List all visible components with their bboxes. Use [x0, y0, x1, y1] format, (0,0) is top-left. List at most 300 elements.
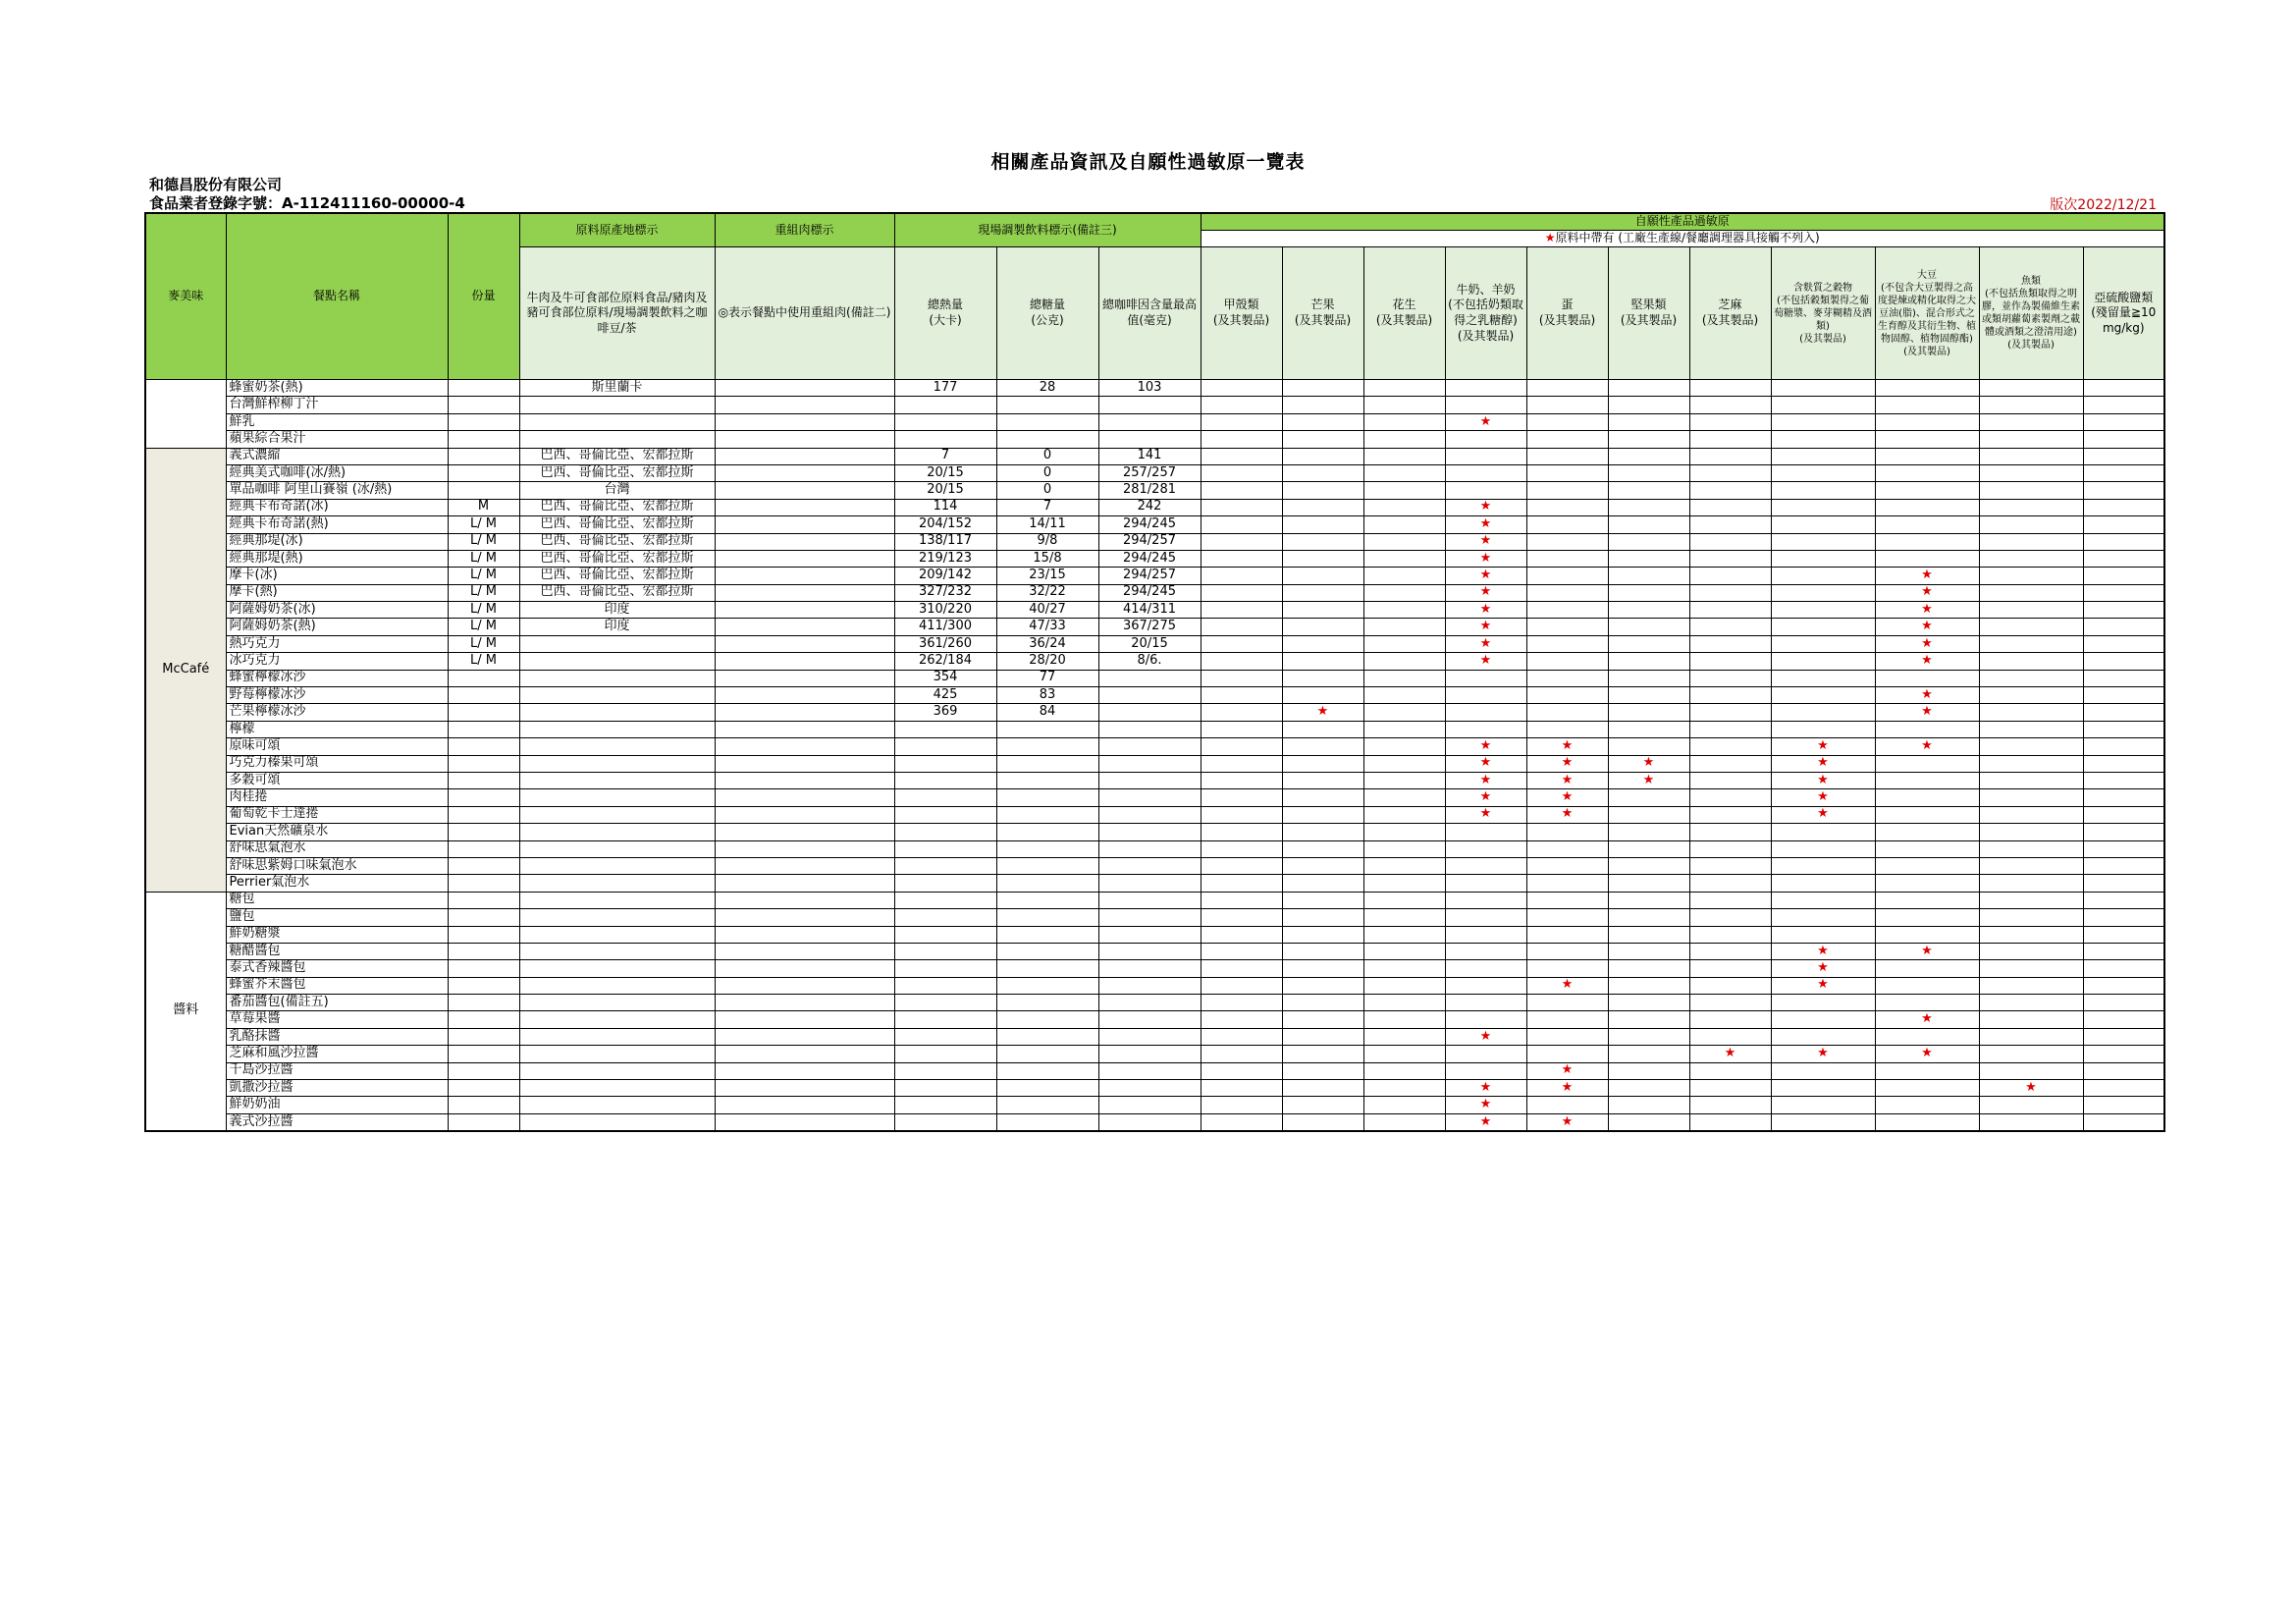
allergen-cell: [2083, 943, 2164, 959]
caffeine-cell: [1098, 977, 1201, 994]
portion-cell: L/ M: [448, 516, 519, 533]
table-row: [145, 670, 2164, 686]
allergen-cell: [1282, 943, 1363, 959]
allergen-cell: [2083, 533, 2164, 550]
sugar-cell: 47/33: [996, 619, 1098, 635]
origin-cell: [519, 977, 715, 994]
allergen-cell: [1771, 875, 1875, 892]
category-cell: 醬料: [145, 892, 226, 1131]
allergen-cell: [1608, 721, 1689, 737]
portion-cell: [448, 977, 519, 994]
allergen-cell: [1689, 687, 1771, 704]
allergen-cell: [1282, 772, 1363, 788]
table-row: [145, 687, 2164, 704]
calories-cell: 361/260: [894, 635, 996, 652]
allergen-cell: [1201, 464, 1282, 481]
restructured-cell: [715, 789, 894, 806]
portion-cell: L/ M: [448, 653, 519, 670]
allergen-cell: [1282, 926, 1363, 943]
allergen-cell: [1282, 1097, 1363, 1113]
table-row: [145, 772, 2164, 788]
allergen-cell: [2083, 584, 2164, 601]
allergen-cell: [1282, 995, 1363, 1011]
allergen-cell: [2083, 789, 2164, 806]
allergen-cell: [1608, 824, 1689, 840]
restructured-cell: [715, 533, 894, 550]
allergen-cell: [1875, 1046, 1979, 1062]
portion-cell: [448, 755, 519, 772]
star-icon: ★: [1561, 1062, 1574, 1078]
allergen-cell: [1689, 909, 1771, 926]
table-row: [145, 397, 2164, 413]
sugar-cell: [996, 977, 1098, 994]
allergen-cell: [1526, 499, 1608, 515]
allergen-table: [144, 212, 2165, 1132]
restructured-cell: [715, 448, 894, 464]
origin-cell: [519, 1011, 715, 1028]
portion-cell: [448, 1046, 519, 1062]
allergen-cell: [2083, 619, 2164, 635]
allergen-cell: [1875, 721, 1979, 737]
caffeine-cell: 103: [1098, 380, 1201, 397]
allergen-note-text: 原料中帶有 (工廠生產線/餐廳調理器具接觸不列入): [1555, 231, 1820, 245]
allergen-cell: [1689, 635, 1771, 652]
calories-cell: 114: [894, 499, 996, 515]
table-row: [145, 1097, 2164, 1113]
allergen-cell: [1201, 380, 1282, 397]
allergen-cell: [1608, 704, 1689, 721]
portion-cell: [448, 943, 519, 959]
allergen-cell: [1979, 448, 2083, 464]
item-name-cell: 葡萄乾卡士達捲: [226, 806, 448, 823]
allergen-cell: [1363, 687, 1445, 704]
portion-cell: [448, 482, 519, 499]
table-row: [145, 824, 2164, 840]
star-icon: ★: [1921, 1011, 1933, 1027]
origin-cell: 巴西、哥倫比亞、宏都拉斯: [519, 568, 715, 584]
allergen-cell: [1445, 619, 1526, 635]
star-icon: ★: [1561, 806, 1574, 822]
allergen-cell: [1979, 687, 2083, 704]
allergen-cell: [1526, 464, 1608, 481]
allergen-cell: [1445, 960, 1526, 977]
allergen-cell: [2083, 1097, 2164, 1113]
caffeine-cell: 294/257: [1098, 533, 1201, 550]
sugar-cell: [996, 397, 1098, 413]
allergen-cell: [1875, 653, 1979, 670]
col-header-portion: 份量: [448, 213, 519, 380]
caffeine-cell: [1098, 755, 1201, 772]
allergen-cell: [1771, 995, 1875, 1011]
caffeine-cell: [1098, 772, 1201, 788]
allergen-cell: [1282, 1080, 1363, 1097]
allergen-cell: [1282, 875, 1363, 892]
allergen-cell: [1689, 1080, 1771, 1097]
origin-cell: [519, 755, 715, 772]
allergen-cell: [1875, 1097, 1979, 1113]
allergen-cell: [1771, 806, 1875, 823]
allergen-cell: [1282, 635, 1363, 652]
star-icon: ★: [1479, 635, 1492, 651]
portion-cell: [448, 738, 519, 755]
allergen-cell: [2083, 1080, 2164, 1097]
star-icon: ★: [1817, 772, 1829, 787]
portion-cell: [448, 789, 519, 806]
calories-cell: 369: [894, 704, 996, 721]
allergen-cell: [1771, 619, 1875, 635]
origin-cell: [519, 960, 715, 977]
allergen-cell: [1979, 516, 2083, 533]
allergen-cell: [1689, 602, 1771, 619]
allergen-cell: [2083, 670, 2164, 686]
table-row: [145, 977, 2164, 994]
allergen-cell: [1363, 431, 1445, 448]
origin-cell: [519, 704, 715, 721]
allergen-cell: [1363, 995, 1445, 1011]
portion-cell: [448, 824, 519, 840]
calories-cell: [894, 413, 996, 430]
table-row: [145, 892, 2164, 908]
allergen-cell: [1445, 909, 1526, 926]
allergen-cell: [2083, 926, 2164, 943]
col-header-allergen: 蛋 (及其製品): [1526, 247, 1608, 380]
item-name-cell: 乳酪抹醬: [226, 1028, 448, 1045]
calories-cell: [894, 977, 996, 994]
item-name-cell: 檸檬: [226, 721, 448, 737]
allergen-cell: [1526, 516, 1608, 533]
star-icon: ★: [1479, 1079, 1492, 1095]
col-header-allergen: 魚類 (不包括魚類取得之明膠，並作為製備維生素或類胡蘿蔔素製劑之載體或酒類之澄清用途) (及其製品): [1979, 247, 2083, 380]
allergen-cell: [1979, 1062, 2083, 1079]
item-name-cell: 經典卡布奇諾(熱): [226, 516, 448, 533]
caffeine-cell: 294/245: [1098, 550, 1201, 567]
allergen-cell: [1771, 943, 1875, 959]
origin-cell: 巴西、哥倫比亞、宏都拉斯: [519, 550, 715, 567]
origin-cell: [519, 397, 715, 413]
origin-cell: [519, 857, 715, 874]
caffeine-cell: 367/275: [1098, 619, 1201, 635]
allergen-cell: [2083, 806, 2164, 823]
col-header-calories: 總熱量 (大卡): [894, 247, 996, 380]
portion-cell: [448, 892, 519, 908]
restructured-cell: [715, 413, 894, 430]
allergen-cell: [1771, 653, 1875, 670]
caffeine-cell: [1098, 1028, 1201, 1045]
origin-cell: [519, 1113, 715, 1131]
item-name-cell: 巧克力榛果可頌: [226, 755, 448, 772]
allergen-cell: [2083, 704, 2164, 721]
restructured-cell: [715, 431, 894, 448]
allergen-cell: [1282, 1011, 1363, 1028]
calories-cell: [894, 909, 996, 926]
allergen-cell: [1608, 1097, 1689, 1113]
allergen-cell: [1363, 533, 1445, 550]
allergen-cell: [1608, 619, 1689, 635]
allergen-cell: [1526, 840, 1608, 857]
allergen-cell: [1979, 721, 2083, 737]
allergen-cell: [1282, 464, 1363, 481]
allergen-cell: [2083, 516, 2164, 533]
allergen-cell: [1201, 977, 1282, 994]
allergen-cell: [1979, 602, 2083, 619]
allergen-cell: [1363, 806, 1445, 823]
allergen-cell: [1771, 721, 1875, 737]
item-name-cell: 舒味思氣泡水: [226, 840, 448, 857]
star-icon: ★: [1817, 737, 1829, 753]
allergen-cell: [1445, 704, 1526, 721]
registration-number: 食品業者登錄字號：A-112411160-00000-4: [149, 194, 465, 212]
allergen-cell: [1979, 909, 2083, 926]
allergen-cell: [1526, 584, 1608, 601]
restructured-cell: [715, 1028, 894, 1045]
allergen-cell: [1771, 584, 1875, 601]
allergen-cell: [1201, 1062, 1282, 1079]
portion-cell: [448, 1113, 519, 1131]
allergen-note: [1201, 231, 2164, 247]
allergen-cell: [1445, 857, 1526, 874]
allergen-cell: [1526, 960, 1608, 977]
calories-cell: [894, 721, 996, 737]
allergen-cell: [1689, 397, 1771, 413]
calories-cell: [894, 789, 996, 806]
allergen-cell: [1282, 1046, 1363, 1062]
origin-cell: [519, 1097, 715, 1113]
allergen-cell: [1526, 857, 1608, 874]
item-name-cell: 單品咖啡 阿里山賽嶺 (冰/熱): [226, 482, 448, 499]
allergen-cell: [1608, 1046, 1689, 1062]
star-icon: ★: [1817, 789, 1829, 805]
calories-cell: [894, 738, 996, 755]
allergen-cell: [1689, 431, 1771, 448]
item-name-cell: 摩卡(冰): [226, 568, 448, 584]
allergen-cell: [1282, 619, 1363, 635]
allergen-cell: [1979, 568, 2083, 584]
allergen-cell: [1608, 960, 1689, 977]
origin-cell: 巴西、哥倫比亞、宏都拉斯: [519, 499, 715, 515]
item-name-cell: 草莓果醬: [226, 1011, 448, 1028]
caffeine-cell: [1098, 721, 1201, 737]
table-row: [145, 1011, 2164, 1028]
portion-cell: M: [448, 499, 519, 515]
star-icon: ★: [1921, 635, 1933, 651]
item-name-cell: 野莓檸檬冰沙: [226, 687, 448, 704]
allergen-cell: [1875, 568, 1979, 584]
caffeine-cell: [1098, 397, 1201, 413]
col-header-beverage-group: 現場調製飲料標示(備註三): [894, 213, 1201, 247]
allergen-cell: [1608, 413, 1689, 430]
col-header-caffeine: 總咖啡因含量最高值(毫克): [1098, 247, 1201, 380]
allergen-cell: [2083, 448, 2164, 464]
caffeine-cell: 20/15: [1098, 635, 1201, 652]
allergen-cell: [1979, 875, 2083, 892]
allergen-cell: [1689, 533, 1771, 550]
allergen-cell: [2083, 602, 2164, 619]
sugar-cell: [996, 772, 1098, 788]
sugar-cell: [996, 1028, 1098, 1045]
allergen-cell: [1445, 721, 1526, 737]
restructured-cell: [715, 977, 894, 994]
calories-cell: [894, 824, 996, 840]
sugar-cell: [996, 413, 1098, 430]
allergen-cell: [1979, 995, 2083, 1011]
allergen-cell: [1689, 448, 1771, 464]
allergen-cell: [2083, 1062, 2164, 1079]
caffeine-cell: [1098, 1046, 1201, 1062]
calories-cell: 204/152: [894, 516, 996, 533]
calories-cell: [894, 1113, 996, 1131]
allergen-cell: [1875, 448, 1979, 464]
allergen-cell: [1875, 431, 1979, 448]
allergen-cell: [1771, 1028, 1875, 1045]
origin-cell: [519, 909, 715, 926]
caffeine-cell: [1098, 687, 1201, 704]
allergen-cell: [1445, 670, 1526, 686]
caffeine-cell: 294/245: [1098, 584, 1201, 601]
table-row: [145, 721, 2164, 737]
allergen-cell: [1771, 1113, 1875, 1131]
allergen-cell: [1363, 499, 1445, 515]
allergen-cell: [1363, 892, 1445, 908]
allergen-cell: [1363, 550, 1445, 567]
allergen-cell: [1608, 1011, 1689, 1028]
allergen-cell: [1201, 943, 1282, 959]
table-row: [145, 653, 2164, 670]
origin-cell: 巴西、哥倫比亞、宏都拉斯: [519, 464, 715, 481]
table-row: [145, 840, 2164, 857]
calories-cell: 411/300: [894, 619, 996, 635]
allergen-cell: [1282, 653, 1363, 670]
allergen-cell: [1526, 875, 1608, 892]
allergen-cell: [1875, 977, 1979, 994]
restructured-cell: [715, 516, 894, 533]
allergen-cell: [2083, 482, 2164, 499]
allergen-cell: [1363, 1062, 1445, 1079]
allergen-cell: [1201, 806, 1282, 823]
allergen-cell: [1201, 533, 1282, 550]
item-name-cell: 番茄醬包(備註五): [226, 995, 448, 1011]
allergen-cell: [1608, 602, 1689, 619]
star-icon: ★: [1921, 686, 1933, 702]
sugar-cell: 83: [996, 687, 1098, 704]
allergen-cell: [1771, 602, 1875, 619]
allergen-cell: [1771, 857, 1875, 874]
portion-cell: [448, 857, 519, 874]
allergen-cell: [1282, 482, 1363, 499]
item-name-cell: 蘋果綜合果汁: [226, 431, 448, 448]
allergen-cell: [1979, 1046, 2083, 1062]
allergen-cell: [1771, 1097, 1875, 1113]
allergen-cell: [1608, 738, 1689, 755]
allergen-cell: [1689, 619, 1771, 635]
portion-cell: L/ M: [448, 635, 519, 652]
item-name-cell: 台灣鮮榨柳丁汁: [226, 397, 448, 413]
allergen-cell: [1363, 840, 1445, 857]
allergen-cell: [1445, 653, 1526, 670]
col-header-restructured-detail: ◎表示餐點中使用重組肉(備註二): [715, 247, 894, 380]
allergen-cell: [1363, 1113, 1445, 1131]
allergen-cell: [1526, 670, 1608, 686]
portion-cell: L/ M: [448, 533, 519, 550]
allergen-cell: [1282, 568, 1363, 584]
item-name-cell: 阿薩姆奶茶(冰): [226, 602, 448, 619]
star-icon: ★: [1479, 619, 1492, 634]
allergen-cell: [1979, 892, 2083, 908]
restructured-cell: [715, 584, 894, 601]
allergen-cell: [1771, 909, 1875, 926]
allergen-cell: [1689, 738, 1771, 755]
table-row: [145, 550, 2164, 567]
col-header-allergen-group: 自願性產品過敏原: [1201, 213, 2164, 231]
origin-cell: 巴西、哥倫比亞、宏都拉斯: [519, 516, 715, 533]
star-icon: ★: [1642, 772, 1655, 787]
calories-cell: 219/123: [894, 550, 996, 567]
allergen-cell: [1445, 533, 1526, 550]
allergen-cell: [1201, 482, 1282, 499]
restructured-cell: [715, 772, 894, 788]
allergen-cell: [1363, 772, 1445, 788]
allergen-cell: [2083, 635, 2164, 652]
allergen-cell: [1526, 909, 1608, 926]
allergen-cell: [1282, 397, 1363, 413]
allergen-cell: [2083, 995, 2164, 1011]
sugar-cell: [996, 943, 1098, 959]
col-header-restructured-group: 重組肉標示: [715, 213, 894, 247]
allergen-cell: [1201, 1011, 1282, 1028]
sugar-cell: 84: [996, 704, 1098, 721]
item-name-cell: 蜂蜜檸檬冰沙: [226, 670, 448, 686]
allergen-cell: [1363, 960, 1445, 977]
caffeine-cell: 281/281: [1098, 482, 1201, 499]
allergen-cell: [1771, 892, 1875, 908]
restructured-cell: [715, 568, 894, 584]
restructured-cell: [715, 943, 894, 959]
item-name-cell: 經典美式咖啡(冰/熱): [226, 464, 448, 481]
allergen-cell: [1201, 670, 1282, 686]
allergen-cell: [1875, 857, 1979, 874]
calories-cell: 327/232: [894, 584, 996, 601]
allergen-cell: [1526, 704, 1608, 721]
portion-cell: [448, 1011, 519, 1028]
origin-cell: 印度: [519, 619, 715, 635]
allergen-cell: [1201, 1097, 1282, 1113]
table-row: [145, 1080, 2164, 1097]
allergen-cell: [2083, 431, 2164, 448]
calories-cell: 262/184: [894, 653, 996, 670]
allergen-cell: [1979, 1028, 2083, 1045]
calories-cell: [894, 397, 996, 413]
allergen-cell: [1979, 772, 2083, 788]
allergen-cell: [1608, 909, 1689, 926]
allergen-cell: [1979, 482, 2083, 499]
portion-cell: [448, 1028, 519, 1045]
allergen-cell: [1445, 772, 1526, 788]
star-icon: ★: [1479, 515, 1492, 531]
allergen-cell: [1445, 977, 1526, 994]
item-name-cell: 蜂蜜奶茶(熱): [226, 380, 448, 397]
allergen-cell: [2083, 755, 2164, 772]
allergen-cell: [1445, 413, 1526, 430]
category-cell: [145, 380, 226, 449]
table-row: [145, 1113, 2164, 1131]
allergen-cell: [1526, 1046, 1608, 1062]
allergen-cell: [1445, 1080, 1526, 1097]
origin-cell: [519, 721, 715, 737]
allergen-cell: [1282, 840, 1363, 857]
restructured-cell: [715, 926, 894, 943]
allergen-cell: [1282, 789, 1363, 806]
allergen-cell: [1608, 448, 1689, 464]
allergen-cell: [1608, 380, 1689, 397]
